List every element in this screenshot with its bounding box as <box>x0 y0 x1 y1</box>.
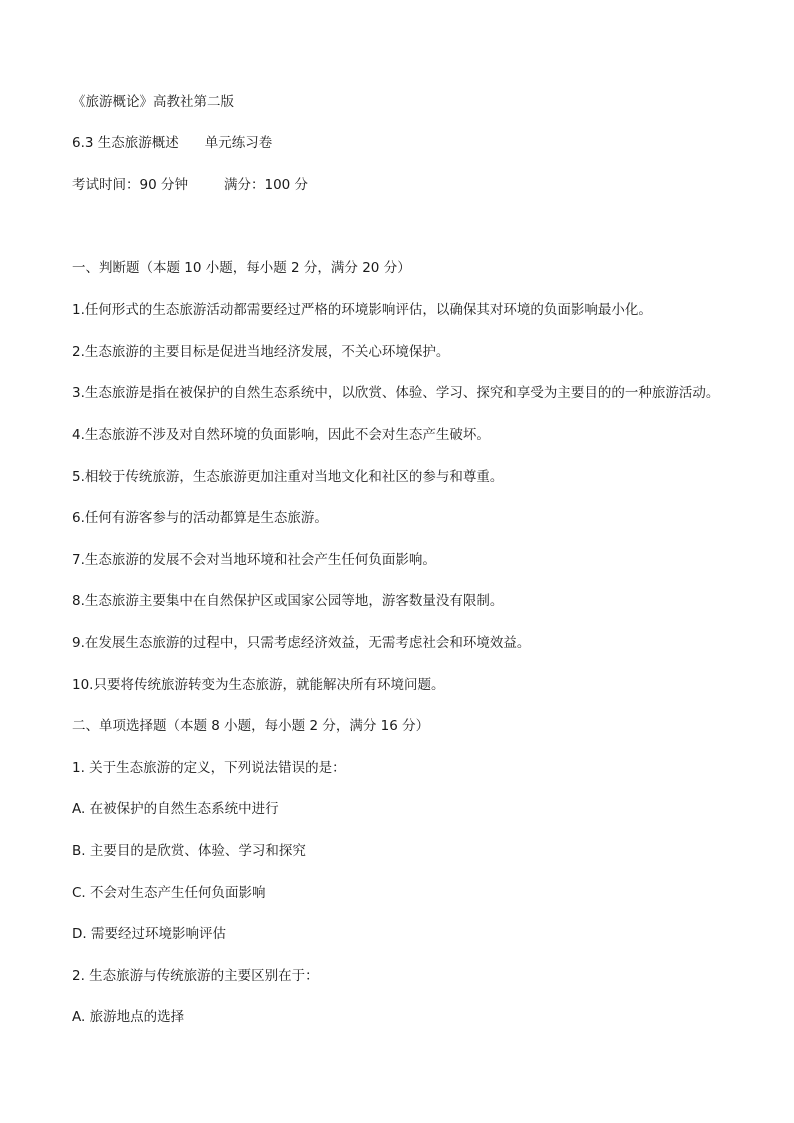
choice-option: D. 需要经过环境影响评估 <box>72 926 226 942</box>
judgment-question: 2.生态旅游的主要目标是促进当地经济发展，不关心环境保护。 <box>72 344 450 360</box>
judgment-question: 9.在发展生态旅游的过程中，只需考虑经济效益，无需考虑社会和环境效益。 <box>72 635 531 651</box>
unit-label: 单元练习卷 <box>204 135 273 151</box>
book-title: 《旅游概论》高教社第二版 <box>72 94 234 110</box>
part1-heading: 一、判断题（本题 10 小题，每小题 2 分，满分 20 分） <box>72 260 411 276</box>
judgment-question: 3.生态旅游是指在被保护的自然生态系统中，以欣赏、体验、学习、探究和享受为主要目的的一种旅游活动。 <box>72 385 720 401</box>
choice-option: A. 旅游地点的选择 <box>72 1009 185 1025</box>
judgment-question: 8.生态旅游主要集中在自然保护区或国家公园等地，游客数量没有限制。 <box>72 593 504 609</box>
unit-section-title: 6.3 生态旅游概述 <box>72 135 179 151</box>
choice-question-stem: 1. 关于生态旅游的定义，下列说法错误的是： <box>72 760 346 776</box>
exam-time: 考试时间：90 分钟 <box>72 177 188 193</box>
part2-heading: 二、单项选择题（本题 8 小题，每小题 2 分，满分 16 分） <box>72 718 430 734</box>
unit-heading <box>72 134 272 152</box>
judgment-question: 5.相较于传统旅游，生态旅游更加注重对当地文化和社区的参与和尊重。 <box>72 469 504 485</box>
choice-option: C. 不会对生态产生任何负面影响 <box>72 885 266 901</box>
choice-question-stem: 2. 生态旅游与传统旅游的主要区别在于： <box>72 968 319 984</box>
choice-option: A. 在被保护的自然生态系统中进行 <box>72 801 279 817</box>
judgment-question: 10.只要将传统旅游转变为生态旅游，就能解决所有环境问题。 <box>72 677 445 693</box>
exam-score: 满分：100 分 <box>223 177 309 193</box>
judgment-question: 1.任何形式的生态旅游活动都需要经过严格的环境影响评估，以确保其对环境的负面影响最小化。 <box>72 302 652 318</box>
judgment-question: 6.任何有游客参与的活动都算是生态旅游。 <box>72 510 328 526</box>
choice-option: B. 主要目的是欣赏、体验、学习和探究 <box>72 843 306 859</box>
judgment-question: 7.生态旅游的发展不会对当地环境和社会产生任何负面影响。 <box>72 552 436 568</box>
judgment-question: 4.生态旅游不涉及对自然环境的负面影响，因此不会对生态产生破坏。 <box>72 427 490 443</box>
exam-info <box>72 176 308 194</box>
